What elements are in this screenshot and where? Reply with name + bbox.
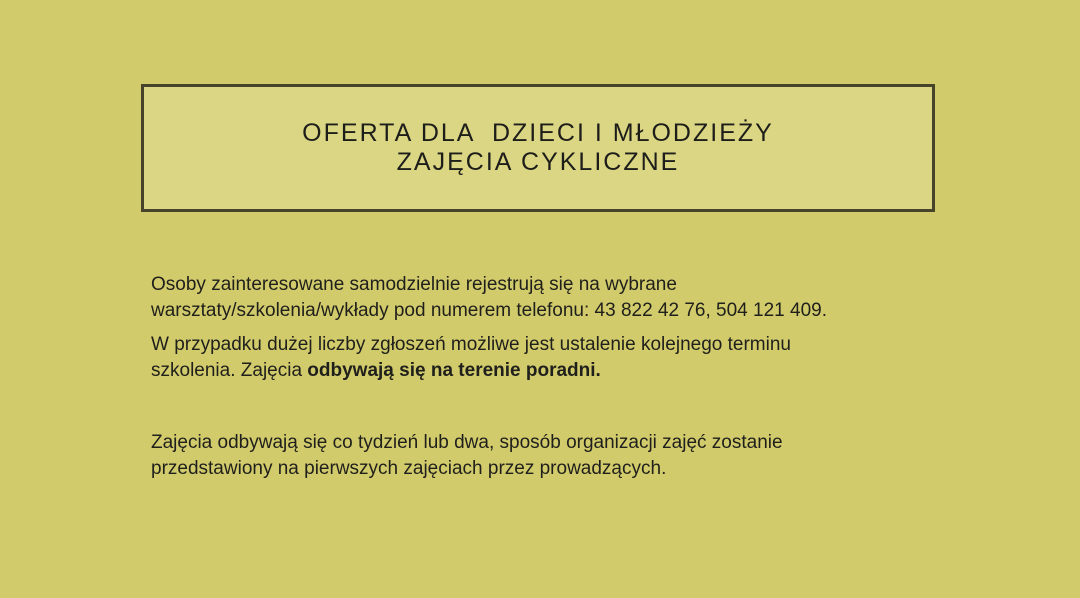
content-body (151, 272, 1011, 482)
frequency-line-2: przedstawiony na pierwszych zajęciach przez prowadzących. (151, 458, 667, 479)
schedule-note-paragraph (151, 332, 1011, 384)
title-box (141, 84, 935, 212)
location-emphasis: odbywają się na terenie poradni. (307, 360, 601, 381)
schedule-note-line-2-start: szkolenia. Zajęcia (151, 360, 308, 381)
registration-line-1: Osoby zainteresowane samodzielnie rejestrują się na wybrane (151, 274, 677, 295)
frequency-paragraph (151, 430, 1011, 482)
registration-line-2: warsztaty/szkolenia/wykłady pod numerem telefonu: 43 822 42 76, 504 121 409. (151, 300, 827, 321)
title-line-2: ZAJĘCIA CYKLICZNE (396, 148, 680, 176)
schedule-note-line-1: W przypadku dużej liczby zgłoszeń możliwe jest ustalenie kolejnego terminu (151, 334, 791, 355)
title-line-1: OFERTA DLA DZIECI I MŁODZIEŻY (302, 119, 774, 147)
registration-paragraph (151, 272, 1011, 324)
frequency-line-1: Zajęcia odbywają się co tydzień lub dwa, sposób organizacji zajęć zostanie (151, 432, 783, 453)
